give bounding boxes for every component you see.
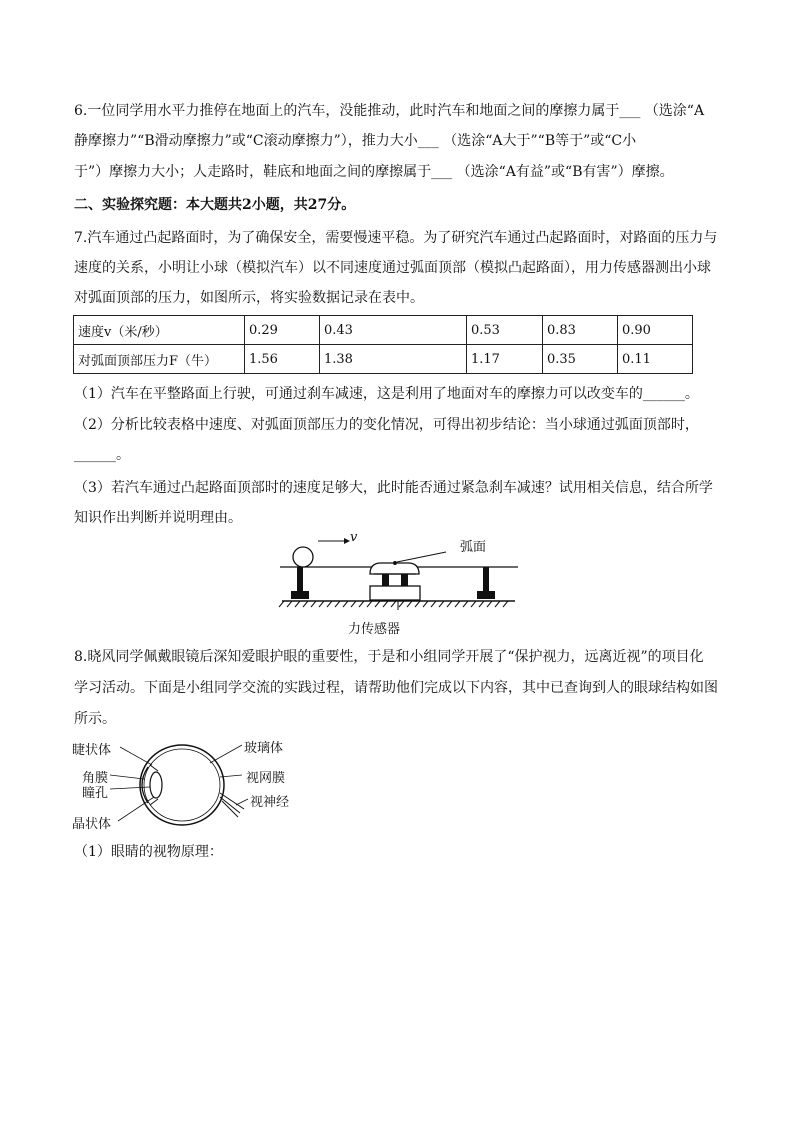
table-cell: 0.11 bbox=[618, 345, 693, 374]
q7-sub-1: （1）汽车在平整路面上行驶，可通过刹车减速，这是利用了地面对车的摩擦力可以改变车的______。 bbox=[74, 386, 699, 402]
q6-line-3: 于”）摩擦力大小；人走路时，鞋底和地面之间的摩擦属于___ （选涂“A有益”或“B有害”）摩擦。 bbox=[74, 164, 674, 180]
table-cell: 0.29 bbox=[245, 316, 320, 345]
table-cell: 0.83 bbox=[543, 316, 618, 345]
q8-sub-1: （1）眼睛的视物原理： bbox=[74, 844, 223, 860]
table-cell: 1.56 bbox=[245, 345, 320, 374]
arc-label: 弧面 bbox=[460, 540, 487, 555]
q8-line-3: 所示。 bbox=[74, 711, 116, 727]
ball-icon bbox=[293, 547, 313, 567]
q7-line-1: 7.汽车通过凸起路面时，为了确保安全，需要慢速平稳。为了研究汽车通过凸起路面时，对路面的压力与 bbox=[74, 230, 718, 246]
table-row bbox=[74, 345, 693, 374]
label-vitreous-body: 玻璃体 bbox=[244, 741, 284, 756]
label-retina: 视网膜 bbox=[246, 771, 286, 786]
q7-line-3: 对弧面顶部的压力，如图所示，将实验数据记录在表中。 bbox=[74, 290, 424, 306]
q8-line-2: 学习活动。下面是小组同学交流的实践过程，请帮助他们完成以下内容，其中已查询到人的眼球结构如图 bbox=[74, 680, 718, 696]
speed-force-table bbox=[73, 315, 693, 374]
arc-sensor-figure bbox=[270, 530, 530, 640]
table-cell: 0.35 bbox=[543, 345, 618, 374]
section-heading-experiments: 二、实验探究题：本大题共2小题，共27分。 bbox=[74, 197, 356, 213]
table-header-speed: 速度v（米/秒） bbox=[74, 316, 245, 345]
q7-sub-2-line-1: （2）分析比较表格中速度、对弧面顶部压力的变化情况，可得出初步结论：当小球通过弧面顶部时， bbox=[74, 417, 699, 433]
table-cell: 1.38 bbox=[320, 345, 467, 374]
force-sensor-box bbox=[370, 586, 420, 600]
eye-structure-figure bbox=[70, 735, 310, 830]
q6-line-2: 静摩擦力”“B滑动摩擦力”或“C滚动摩擦力”），推力大小___ （选涂“A大于”“B等于”或“C小 bbox=[74, 133, 637, 149]
label-pupil: 瞳孔 bbox=[82, 786, 109, 801]
sensor-label: 力传感器 bbox=[348, 622, 401, 637]
q8-line-1: 8.晓风同学佩戴眼镜后深知爱眼护眼的重要性，于是和小组同学开展了“保护视力，远离近视”的项目化 bbox=[74, 649, 704, 665]
q6-line-1: 6.一位同学用水平力推停在地面上的汽车，没能推动，此时汽车和地面之间的摩擦力属于___ （选涂“A bbox=[74, 103, 705, 119]
label-optic-nerve: 视神经 bbox=[250, 795, 290, 810]
label-lens: 晶状体 bbox=[72, 817, 112, 832]
q7-sub-3-line-2: 知识作出判断并说明理由。 bbox=[74, 510, 242, 526]
velocity-label: v bbox=[350, 530, 358, 545]
label-ciliary-body: 睫状体 bbox=[72, 743, 112, 758]
table-cell: 0.53 bbox=[467, 316, 543, 345]
table-cell: 1.17 bbox=[467, 345, 543, 374]
q7-line-2: 速度的关系，小明让小球（模拟汽车）以不同速度通过弧面顶部（模拟凸起路面），用力传感器测出小球 bbox=[74, 260, 711, 276]
label-cornea: 角膜 bbox=[82, 771, 109, 786]
table-header-force: 对弧面顶部压力F（牛） bbox=[74, 345, 245, 374]
table-row bbox=[74, 316, 693, 345]
table-cell: 0.43 bbox=[320, 316, 467, 345]
q7-sub-2-line-2: ______。 bbox=[74, 447, 130, 463]
q7-sub-3-line-1: （3）若汽车通过凸起路面顶部时的速度足够大，此时能否通过紧急刹车减速？试用相关信息，结合所学 bbox=[74, 480, 713, 496]
table-cell: 0.90 bbox=[618, 316, 693, 345]
